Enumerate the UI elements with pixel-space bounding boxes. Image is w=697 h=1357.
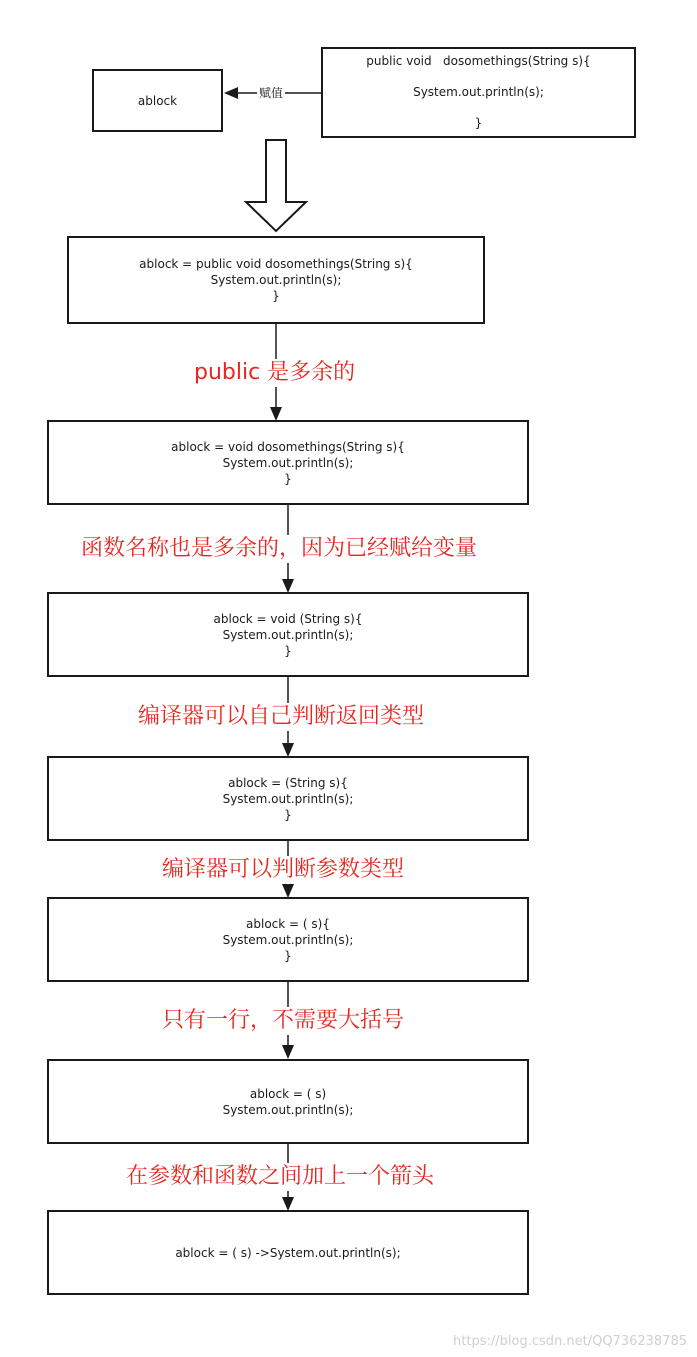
- step-5-line-3: }: [284, 948, 292, 963]
- step-1-line-1: ablock = public void dosomethings(String s){: [139, 257, 413, 271]
- csdn-watermark: https://blog.csdn.net/QQ736238785: [453, 1334, 687, 1349]
- step-5-box: [47, 897, 529, 982]
- arrowhead-1-2: [270, 407, 282, 421]
- transform-label-6: 在参数和函数之间加上一个箭头: [122, 1163, 438, 1191]
- step-6-line-1: ablock = ( s): [249, 1086, 327, 1101]
- step-3-line-1: ablock = void (String s){: [213, 611, 363, 626]
- arrowhead-2-3: [282, 579, 294, 593]
- source-method-box: [321, 47, 636, 138]
- hollow-down-arrow: [246, 140, 306, 231]
- step-2-line-1: ablock = void dosomethings(String s){: [171, 439, 405, 454]
- transform-label-2: 函数名称也是多余的，因为已经赋给变量: [77, 535, 481, 563]
- step-4-box: [47, 756, 529, 841]
- source-line-1: public void dosomethings(String s){: [366, 54, 591, 68]
- transform-label-1: public 是多余的: [190, 359, 359, 387]
- step-1-line-2: System.out.println(s);: [210, 273, 342, 287]
- step-3-line-3: }: [284, 643, 292, 658]
- step-7-box: [47, 1210, 529, 1295]
- step-5-line-1: ablock = ( s){: [246, 916, 330, 931]
- step-1-box: [67, 236, 485, 324]
- step-2-line-3: }: [284, 471, 292, 486]
- step-6-line-2: System.out.println(s);: [222, 1102, 354, 1117]
- transform-label-3: 编译器可以自己判断返回类型: [134, 703, 428, 731]
- step-2-box: [47, 420, 529, 505]
- step-6-box: [47, 1059, 529, 1144]
- step-5-line-2: System.out.println(s);: [222, 932, 354, 947]
- assign-label: 赋值: [259, 86, 284, 100]
- step-1-line-3: }: [272, 289, 280, 303]
- source-line-2: System.out.println(s);: [413, 85, 544, 99]
- source-line-3: }: [474, 116, 483, 130]
- arrowhead-6-7: [282, 1197, 294, 1211]
- step-4-line-1: ablock = (String s){: [228, 775, 348, 790]
- transform-label-5: 只有一行，不需要大括号: [158, 1007, 408, 1035]
- assign-arrowhead: [224, 87, 238, 99]
- step-4-line-2: System.out.println(s);: [222, 791, 354, 806]
- arrowhead-5-6: [282, 1045, 294, 1059]
- ablock-box: [92, 69, 223, 132]
- ablock-text: ablock: [137, 93, 178, 108]
- transform-label-4: 编译器可以判断参数类型: [158, 856, 408, 884]
- arrowhead-3-4: [282, 743, 294, 757]
- step-2-line-2: System.out.println(s);: [222, 455, 354, 470]
- step-3-box: [47, 592, 529, 677]
- arrowhead-4-5: [282, 884, 294, 898]
- step-7-line-1: ablock = ( s) ->System.out.println(s);: [175, 1245, 401, 1260]
- step-3-line-2: System.out.println(s);: [222, 627, 354, 642]
- step-4-line-3: }: [284, 807, 292, 822]
